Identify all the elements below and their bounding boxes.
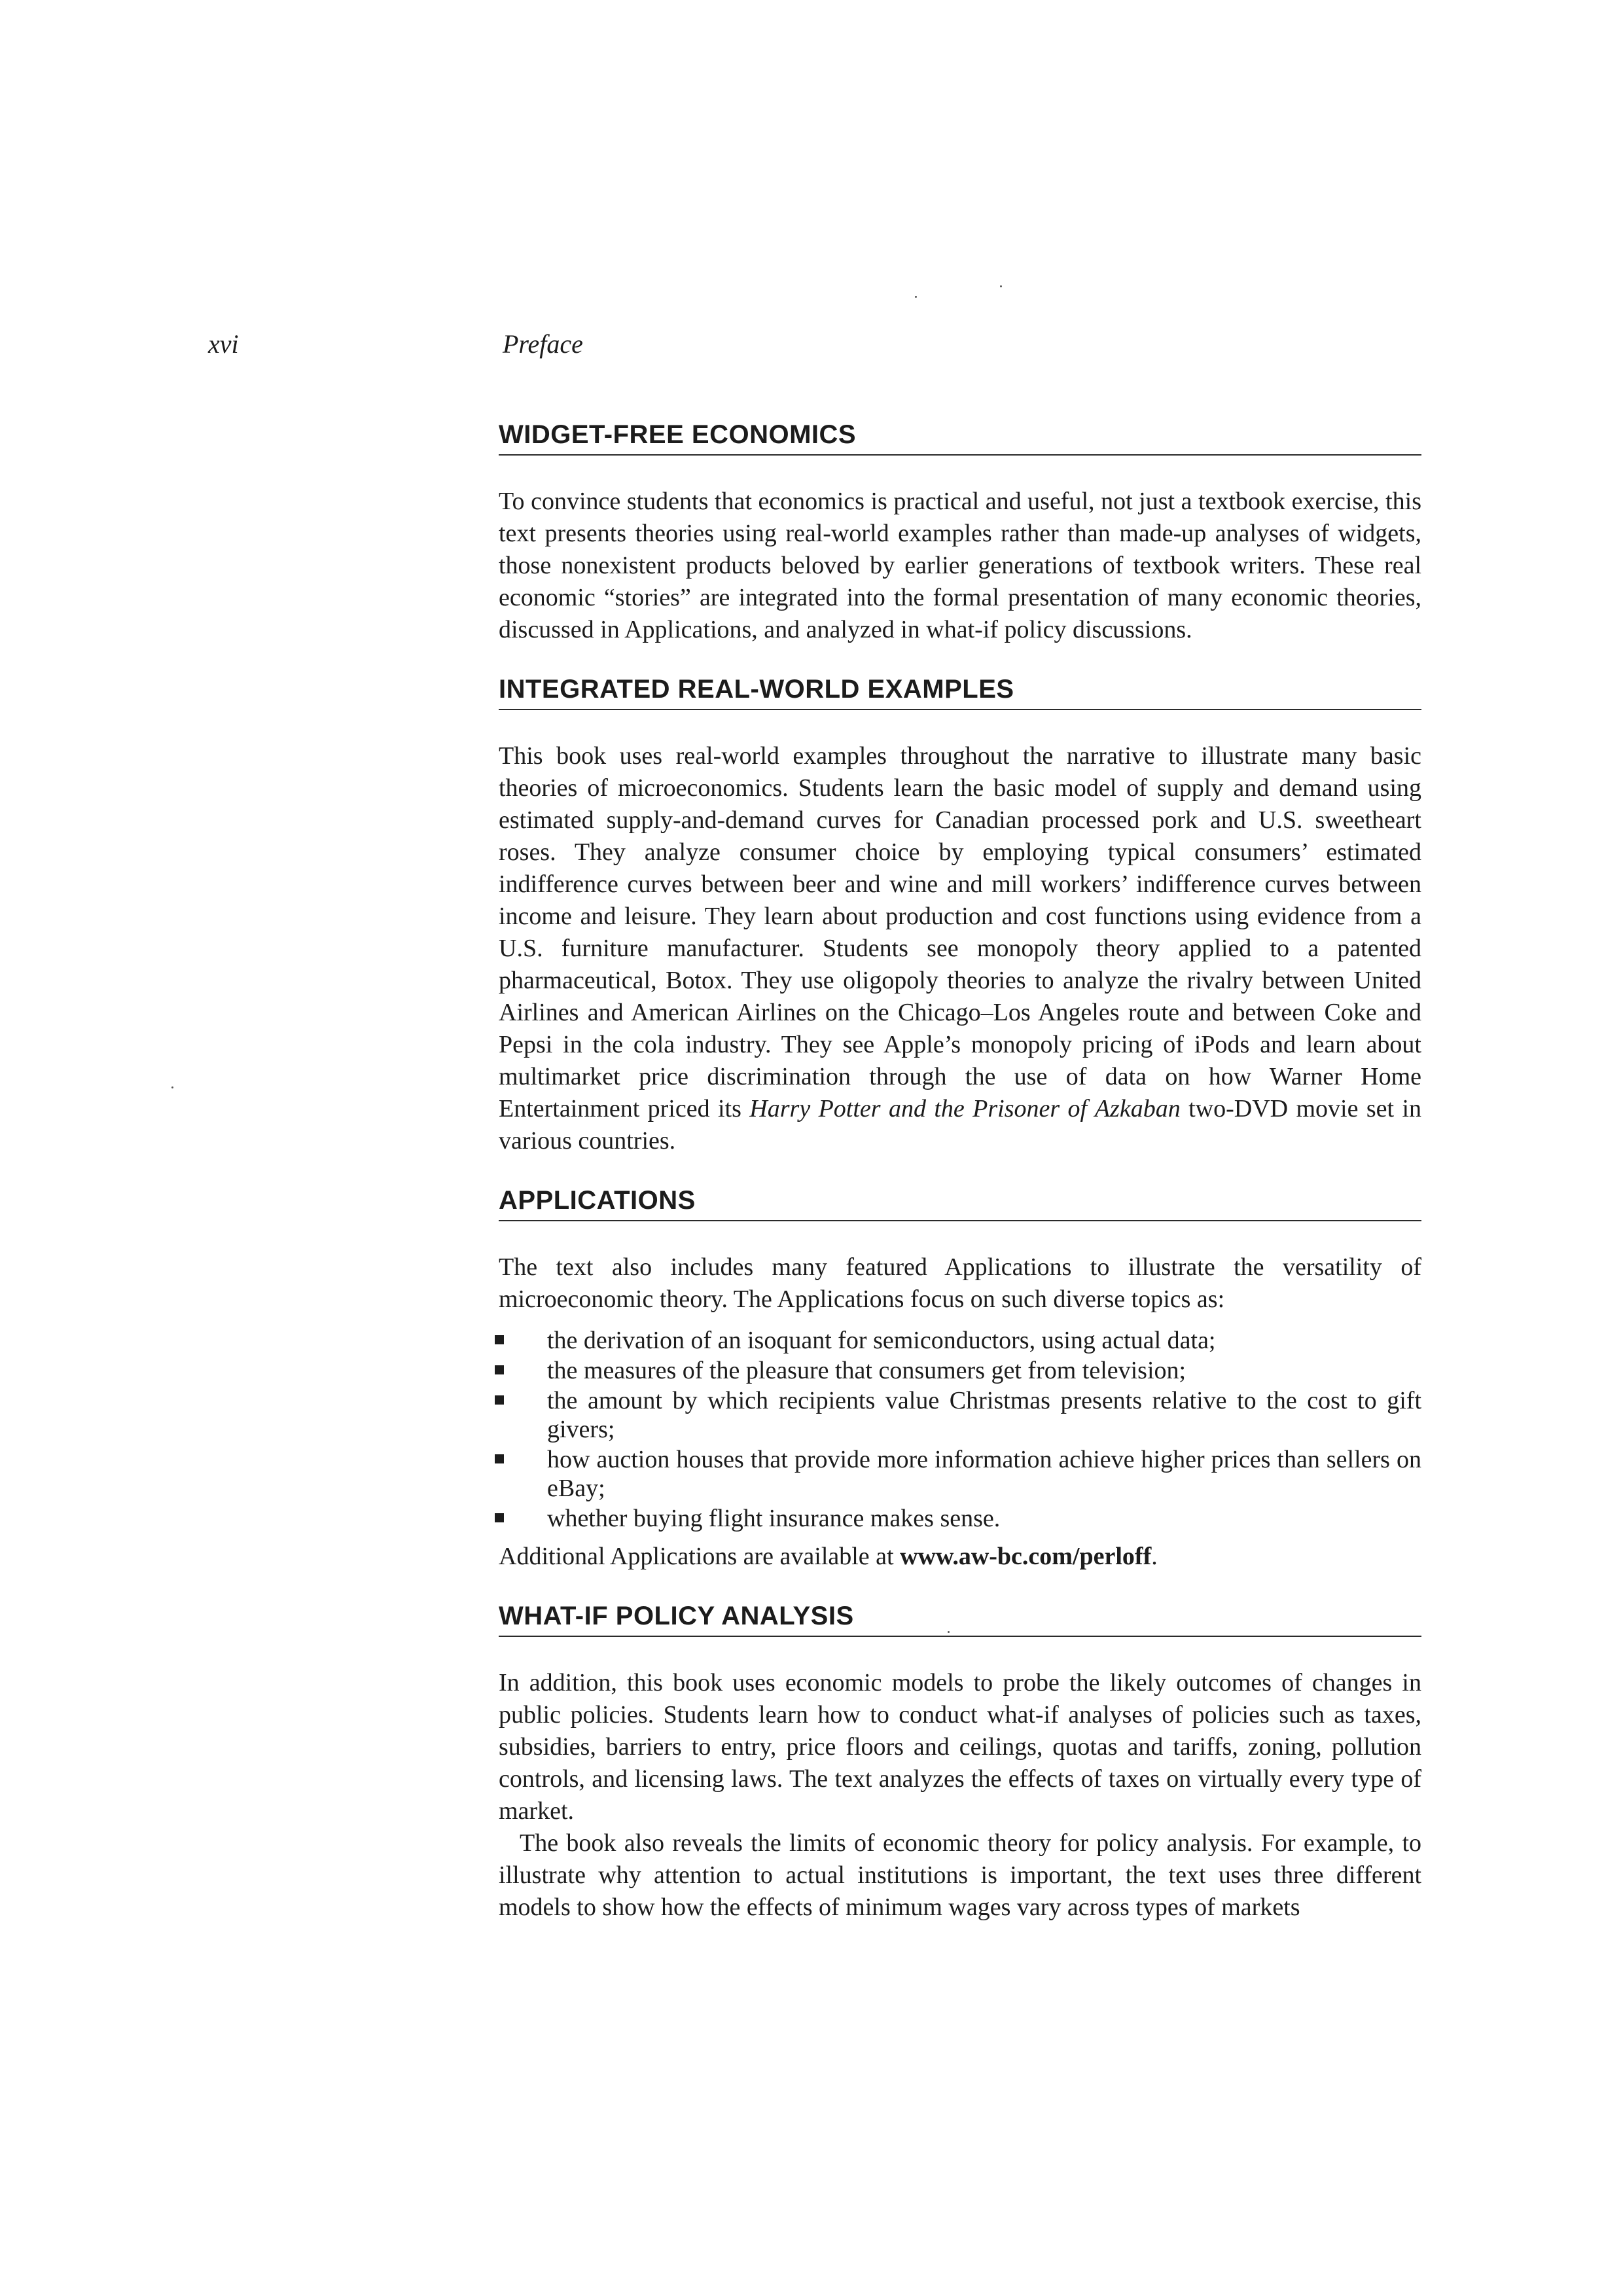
- list-item: [499, 1504, 1421, 1533]
- list-item: [499, 1386, 1421, 1444]
- paragraph-text: This book uses real-world examples throughout the narrative to illustrate many basic theories of microeconomics. Students learn the basic model of supply and demand using estimated supply-and-demand curves for Canadian processed pork and U.S. sweetheart roses. They analyze consumer choice by employing typical consumers’ estimated indifference curves between beer and wine and mill workers’ indifference curves between income and leisure. They learn about production and cost functions using evidence from a U.S. furniture manufacturer. Students see monopoly theory applied to a patented pharmaceutical, Botox. They use oligopoly theories to analyze the rivalry between United Airlines and American Airlines on the Chicago–Los Angeles route and between Coke and Pepsi in the cola industry. They see Apple’s monopoly pricing of iPods and learn about multimarket price discrimination through the use of data on how Warner Home Entertainment priced its: [499, 742, 1421, 1122]
- page-folio: xvi: [208, 329, 239, 359]
- body-paragraph: The book also reveals the limits of economic theory for policy analysis. For example, to illustrate why attention to actual institutions is important, the text uses three different models to show how the effects of minimum wages vary across types of markets: [499, 1829, 1421, 1921]
- list-item-text: the amount by which recipients value Christmas presents relative to the cost to gift givers;: [547, 1387, 1421, 1443]
- bullet-square-icon: [495, 1454, 504, 1463]
- bullet-square-icon: [495, 1395, 504, 1405]
- section-heading: INTEGRATED REAL-WORLD EXAMPLES: [499, 673, 1421, 710]
- scan-speck: [915, 296, 917, 298]
- body-paragraph: To convince students that economics is practical and useful, not just a textbook exercise, this text presents theories using real-world examples rather than made-up analyses of widgets, those nonexistent products beloved by earlier generations of textbook writers. These real economic “stories” are integrated into the formal presentation of many economic theories, discussed in Applications, and analyzed in what-if policy discussions.: [499, 488, 1421, 643]
- body-paragraph: [499, 740, 1421, 1157]
- list-item: [499, 1445, 1421, 1503]
- section-what-if-policy-analysis: [499, 1600, 1421, 1924]
- section-heading: WHAT-IF POLICY ANALYSIS: [499, 1600, 1421, 1637]
- scan-speck: [1000, 285, 1002, 287]
- applications-list: [499, 1326, 1421, 1533]
- body-paragraph: In addition, this book uses economic models to probe the likely outcomes of changes in public policies. Students learn how to conduct what-if analyses of policies such as taxes, subsidies, barriers to entry, price floors and ceilings, quotas and tariffs, zoning, pollution controls, and licensing laws. The text analyzes the effects of taxes on virtually every type of market.: [499, 1669, 1421, 1825]
- list-item-text: how auction houses that provide more information achieve higher prices than sellers on eBay;: [547, 1446, 1421, 1502]
- section-heading: WIDGET-FREE ECONOMICS: [499, 419, 1421, 456]
- website-link[interactable]: www.aw-bc.com/perloff: [900, 1543, 1152, 1570]
- paragraph-text: Additional Applications are available at: [499, 1543, 901, 1570]
- paragraph-text: .: [1151, 1543, 1158, 1570]
- list-item-text: whether buying flight insurance makes sense.: [547, 1505, 1001, 1532]
- body-paragraph: [499, 1541, 1421, 1573]
- list-item: [499, 1356, 1421, 1385]
- bullet-square-icon: [495, 1335, 504, 1344]
- list-item: [499, 1326, 1421, 1355]
- list-item-text: the derivation of an isoquant for semiconductors, using actual data;: [547, 1327, 1216, 1354]
- section-widget-free-economics: [499, 419, 1421, 646]
- film-title: Harry Potter and the Prisoner of Azkaban: [749, 1095, 1181, 1122]
- section-heading: APPLICATIONS: [499, 1185, 1421, 1221]
- bullet-square-icon: [495, 1365, 504, 1374]
- list-item-text: the measures of the pleasure that consumers get from television;: [547, 1357, 1186, 1384]
- bullet-square-icon: [495, 1513, 504, 1522]
- section-integrated-real-world-examples: [499, 673, 1421, 1157]
- section-applications: [499, 1185, 1421, 1573]
- main-content: [499, 419, 1421, 1924]
- scan-speck: [171, 1086, 173, 1088]
- paragraph-text: two-DVD movie set in various countries.: [499, 1095, 1422, 1155]
- body-paragraph: The text also includes many featured Applications to illustrate the versatility of microeconomic theory. The Applications focus on such diverse topics as:: [499, 1253, 1421, 1313]
- running-head: Preface: [503, 329, 583, 359]
